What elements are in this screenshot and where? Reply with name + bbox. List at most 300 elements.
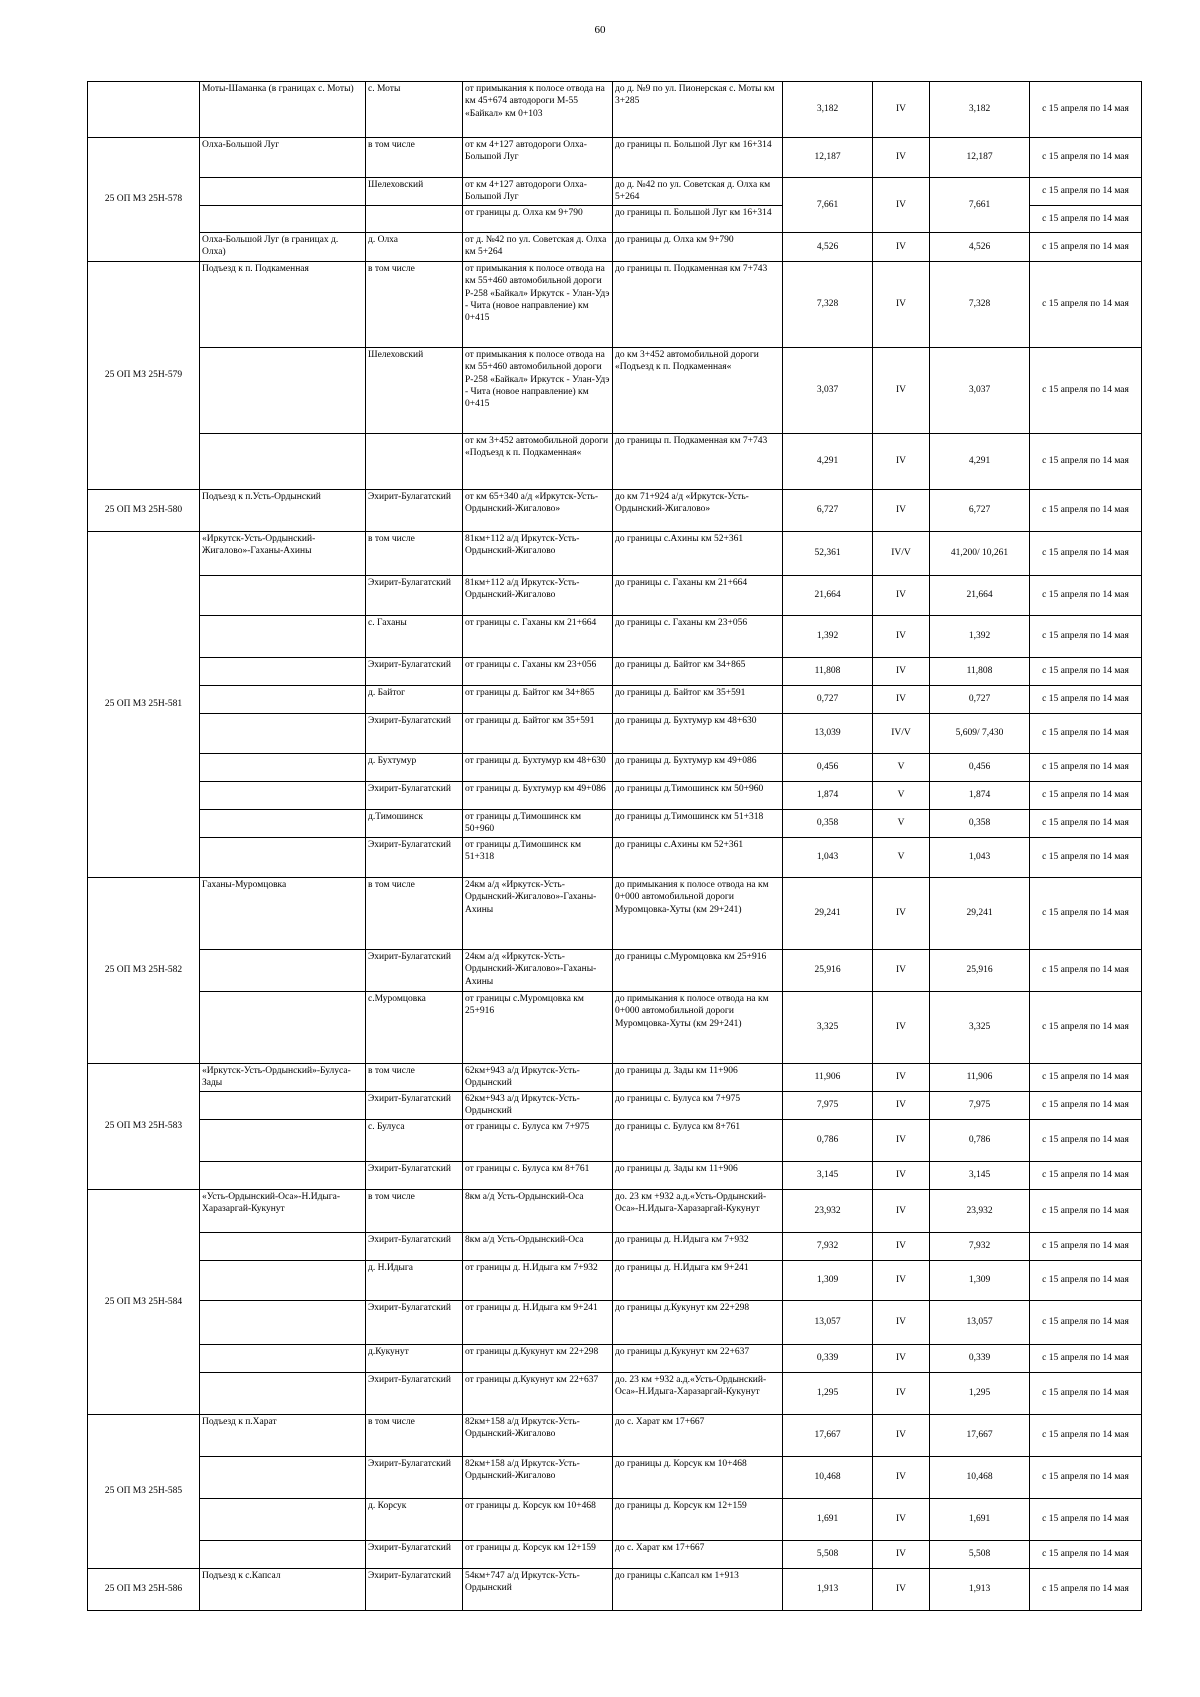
area-cell: в том числе bbox=[366, 138, 463, 178]
from-cell: 24км а/д «Иркутск-Усть-Ордынский-Жигалово»-Гаханы-Ахины bbox=[463, 950, 613, 992]
table-row bbox=[88, 714, 1142, 754]
to-cell: до примыкания к полосе отвода на км 0+000 автомобильной дороги Муромцовка-Хуты (км 29+241) bbox=[613, 992, 783, 1064]
length-cell: 4,526 bbox=[783, 233, 873, 262]
roads-table-body bbox=[88, 82, 1142, 1611]
category-cell: IV bbox=[873, 348, 930, 434]
to-cell: до примыкания к полосе отвода на км 0+000 автомобильной дороги Муромцовка-Хуты (км 29+241) bbox=[613, 878, 783, 950]
table-row bbox=[88, 838, 1142, 878]
table-row bbox=[88, 1261, 1142, 1301]
portion-cell: 10,468 bbox=[930, 1457, 1030, 1499]
from-cell: 54км+747 а/д Иркутск-Усть-Ордынский bbox=[463, 1569, 613, 1611]
length-cell: 1,691 bbox=[783, 1499, 873, 1541]
table-row bbox=[88, 262, 1142, 348]
road-code-cell bbox=[88, 82, 200, 138]
category-cell: IV bbox=[873, 1345, 930, 1373]
to-cell: до границы д. Байтог км 35+591 bbox=[613, 686, 783, 714]
season-cell: с 15 апреля по 14 мая bbox=[1030, 1457, 1142, 1499]
area-cell: Эхирит-Булагатский bbox=[366, 1569, 463, 1611]
road-code-cell: 25 ОП МЗ 25Н-579 bbox=[88, 262, 200, 490]
length-cell: 3,037 bbox=[783, 348, 873, 434]
season-cell: с 15 апреля по 14 мая bbox=[1030, 434, 1142, 490]
table-row bbox=[88, 1162, 1142, 1190]
from-cell: 81км+112 а/д Иркутск-Усть-Ордынский-Жигалово bbox=[463, 576, 613, 616]
from-cell: от границы с.Муромцовка км 25+916 bbox=[463, 992, 613, 1064]
season-cell: с 15 апреля по 14 мая bbox=[1030, 1162, 1142, 1190]
from-cell: от границы д. Корсук км 10+468 bbox=[463, 1499, 613, 1541]
portion-cell: 23,932 bbox=[930, 1190, 1030, 1233]
table-row bbox=[88, 1345, 1142, 1373]
road-name-cell bbox=[200, 950, 366, 992]
season-cell: с 15 апреля по 14 мая bbox=[1030, 782, 1142, 810]
to-cell: до границы с.Муромцовка км 25+916 bbox=[613, 950, 783, 992]
to-cell: до границы д. Корсук км 10+468 bbox=[613, 1457, 783, 1499]
length-cell: 1,295 bbox=[783, 1373, 873, 1415]
category-cell: V bbox=[873, 754, 930, 782]
table-row bbox=[88, 1233, 1142, 1261]
category-cell: V bbox=[873, 810, 930, 838]
area-cell bbox=[366, 434, 463, 490]
category-cell: IV bbox=[873, 1190, 930, 1233]
portion-cell: 5,609/ 7,430 bbox=[930, 714, 1030, 754]
portion-cell: 12,187 bbox=[930, 138, 1030, 178]
season-cell: с 15 апреля по 14 мая bbox=[1030, 576, 1142, 616]
portion-cell: 1,309 bbox=[930, 1261, 1030, 1301]
table-row bbox=[88, 658, 1142, 686]
table-row bbox=[88, 1457, 1142, 1499]
length-cell: 11,906 bbox=[783, 1064, 873, 1092]
portion-cell: 6,727 bbox=[930, 490, 1030, 532]
from-cell: от км 3+452 автомобильной дороги «Подъезд к п. Подкаменная« bbox=[463, 434, 613, 490]
area-cell: Шелеховский bbox=[366, 178, 463, 206]
area-cell: д. Олха bbox=[366, 233, 463, 262]
season-cell: с 15 апреля по 14 мая bbox=[1030, 1092, 1142, 1120]
table-row bbox=[88, 1569, 1142, 1611]
season-cell: с 15 апреля по 14 мая bbox=[1030, 1190, 1142, 1233]
season-cell: с 15 апреля по 14 мая bbox=[1030, 992, 1142, 1064]
road-name-cell bbox=[200, 782, 366, 810]
category-cell: IV bbox=[873, 1233, 930, 1261]
to-cell: до границы с. Гаханы км 21+664 bbox=[613, 576, 783, 616]
to-cell: до границы п. Подкаменная км 7+743 bbox=[613, 262, 783, 348]
category-cell: IV bbox=[873, 434, 930, 490]
area-cell: Шелеховский bbox=[366, 348, 463, 434]
road-name-cell: Гаханы-Муромцовка bbox=[200, 878, 366, 950]
portion-cell: 7,975 bbox=[930, 1092, 1030, 1120]
road-name-cell bbox=[200, 178, 366, 206]
length-cell: 23,932 bbox=[783, 1190, 873, 1233]
table-row bbox=[88, 1541, 1142, 1569]
table-row bbox=[88, 82, 1142, 138]
length-cell: 0,358 bbox=[783, 810, 873, 838]
from-cell: от границы с. Булуса км 7+975 bbox=[463, 1120, 613, 1162]
from-cell: от примыкания к полосе отвода на км 55+460 автомобильной дороги Р-258 «Байкал» Иркутск - Улан-Удэ - Чита (новое направление) км 0+415 bbox=[463, 348, 613, 434]
table-row bbox=[88, 950, 1142, 992]
length-cell: 1,874 bbox=[783, 782, 873, 810]
from-cell: от границы с. Булуса км 8+761 bbox=[463, 1162, 613, 1190]
to-cell: до границы д.Кукунут км 22+298 bbox=[613, 1301, 783, 1345]
category-cell: V bbox=[873, 782, 930, 810]
from-cell: 8км а/д Усть-Ордынский-Оса bbox=[463, 1233, 613, 1261]
portion-cell: 7,932 bbox=[930, 1233, 1030, 1261]
area-cell: в том числе bbox=[366, 1415, 463, 1457]
to-cell: до границы д. Олха км 9+790 bbox=[613, 233, 783, 262]
area-cell: с.Муромцовка bbox=[366, 992, 463, 1064]
from-cell: 8км а/д Усть-Ордынский-Оса bbox=[463, 1190, 613, 1233]
to-cell: до границы д. Бухтумур км 49+086 bbox=[613, 754, 783, 782]
table-row bbox=[88, 754, 1142, 782]
length-cell: 5,508 bbox=[783, 1541, 873, 1569]
from-cell: от границы с. Гаханы км 21+664 bbox=[463, 616, 613, 658]
to-cell: до км 3+452 автомобильной дороги «Подъезд к п. Подкаменная« bbox=[613, 348, 783, 434]
area-cell: Эхирит-Булагатский bbox=[366, 1457, 463, 1499]
length-cell: 52,361 bbox=[783, 532, 873, 576]
road-name-cell bbox=[200, 1541, 366, 1569]
length-cell: 0,786 bbox=[783, 1120, 873, 1162]
area-cell: в том числе bbox=[366, 1064, 463, 1092]
portion-cell: 0,339 bbox=[930, 1345, 1030, 1373]
portion-cell: 17,667 bbox=[930, 1415, 1030, 1457]
table-row bbox=[88, 686, 1142, 714]
category-cell: IV bbox=[873, 1301, 930, 1345]
category-cell: IV bbox=[873, 262, 930, 348]
area-cell: Эхирит-Булагатский bbox=[366, 838, 463, 878]
table-row bbox=[88, 138, 1142, 178]
from-cell: 62км+943 а/д Иркутск-Усть-Ордынский bbox=[463, 1092, 613, 1120]
from-cell: 24км а/д «Иркутск-Усть-Ордынский-Жигалово»-Гаханы-Ахины bbox=[463, 878, 613, 950]
table-row bbox=[88, 1064, 1142, 1092]
to-cell: до. 23 км +932 а.д.«Усть-Ордынский-Оса»-Н.Идыга-Харазаргай-Кукунут bbox=[613, 1373, 783, 1415]
table-row bbox=[88, 348, 1142, 434]
to-cell: до границы п. Подкаменная км 7+743 bbox=[613, 434, 783, 490]
category-cell: IV bbox=[873, 178, 930, 233]
road-code-cell: 25 ОП МЗ 25Н-582 bbox=[88, 878, 200, 1064]
portion-cell: 11,808 bbox=[930, 658, 1030, 686]
road-code-cell: 25 ОП МЗ 25Н-580 bbox=[88, 490, 200, 532]
from-cell: от границы д. Бухтумур км 49+086 bbox=[463, 782, 613, 810]
to-cell: до границы д. Зады км 11+906 bbox=[613, 1064, 783, 1092]
season-cell: с 15 апреля по 14 мая bbox=[1030, 1064, 1142, 1092]
portion-cell: 0,727 bbox=[930, 686, 1030, 714]
area-cell: д.Кукунут bbox=[366, 1345, 463, 1373]
to-cell: до границы д.Тимошинск км 51+318 bbox=[613, 810, 783, 838]
season-cell: с 15 апреля по 14 мая bbox=[1030, 262, 1142, 348]
road-name-cell bbox=[200, 1457, 366, 1499]
category-cell: IV/V bbox=[873, 714, 930, 754]
to-cell: до границы с.Ахины км 52+361 bbox=[613, 532, 783, 576]
page-number: 60 bbox=[594, 24, 606, 36]
portion-cell: 41,200/ 10,261 bbox=[930, 532, 1030, 576]
table-row bbox=[88, 1499, 1142, 1541]
road-name-cell bbox=[200, 810, 366, 838]
category-cell: IV bbox=[873, 1092, 930, 1120]
from-cell: от границы с. Гаханы км 23+056 bbox=[463, 658, 613, 686]
table-row bbox=[88, 1415, 1142, 1457]
road-name-cell: «Усть-Ордынский-Оса»-Н.Идыга-Харазаргай-Кукунут bbox=[200, 1190, 366, 1233]
from-cell: от д. №42 по ул. Советская д. Олха км 5+264 bbox=[463, 233, 613, 262]
season-cell: с 15 апреля по 14 мая bbox=[1030, 178, 1142, 206]
portion-cell: 1,392 bbox=[930, 616, 1030, 658]
category-cell: IV bbox=[873, 1064, 930, 1092]
to-cell: до границы д. Бухтумур км 48+630 bbox=[613, 714, 783, 754]
road-code-cell: 25 ОП МЗ 25Н-585 bbox=[88, 1415, 200, 1569]
length-cell: 4,291 bbox=[783, 434, 873, 490]
portion-cell: 1,874 bbox=[930, 782, 1030, 810]
from-cell: 82км+158 а/д Иркутск-Усть-Ордынский-Жигалово bbox=[463, 1457, 613, 1499]
length-cell: 7,661 bbox=[783, 178, 873, 233]
portion-cell: 4,291 bbox=[930, 434, 1030, 490]
portion-cell: 1,295 bbox=[930, 1373, 1030, 1415]
category-cell: IV bbox=[873, 1569, 930, 1611]
category-cell: IV bbox=[873, 686, 930, 714]
area-cell: Эхирит-Булагатский bbox=[366, 490, 463, 532]
road-name-cell bbox=[200, 838, 366, 878]
road-name-cell bbox=[200, 434, 366, 490]
road-name-cell: Олха-Большой Луг (в границах д. Олха) bbox=[200, 233, 366, 262]
road-name-cell bbox=[200, 1233, 366, 1261]
season-cell: с 15 апреля по 14 мая bbox=[1030, 1233, 1142, 1261]
table-row bbox=[88, 233, 1142, 262]
category-cell: IV bbox=[873, 658, 930, 686]
length-cell: 29,241 bbox=[783, 878, 873, 950]
road-name-cell: «Иркутск-Усть-Ордынский-Жигалово»-Гаханы-Ахины bbox=[200, 532, 366, 576]
road-name-cell bbox=[200, 1373, 366, 1415]
road-code-cell: 25 ОП МЗ 25Н-578 bbox=[88, 138, 200, 262]
season-cell: с 15 апреля по 14 мая bbox=[1030, 82, 1142, 138]
table-row bbox=[88, 576, 1142, 616]
from-cell: от границы д. Олха км 9+790 bbox=[463, 206, 613, 233]
category-cell: IV/V bbox=[873, 532, 930, 576]
area-cell: с. Булуса bbox=[366, 1120, 463, 1162]
road-name-cell: Подъезд к п. Подкаменная bbox=[200, 262, 366, 348]
road-name-cell: Моты-Шаманка (в границах с. Моты) bbox=[200, 82, 366, 138]
from-cell: от границы д. Н.Идыга км 9+241 bbox=[463, 1301, 613, 1345]
to-cell: до границы с. Булуса км 7+975 bbox=[613, 1092, 783, 1120]
portion-cell: 5,508 bbox=[930, 1541, 1030, 1569]
road-name-cell bbox=[200, 1120, 366, 1162]
from-cell: от примыкания к полосе отвода на км 45+674 автодороги М-55 «Байкал» км 0+103 bbox=[463, 82, 613, 138]
area-cell: Эхирит-Булагатский bbox=[366, 1301, 463, 1345]
category-cell: IV bbox=[873, 878, 930, 950]
length-cell: 0,727 bbox=[783, 686, 873, 714]
portion-cell: 1,913 bbox=[930, 1569, 1030, 1611]
category-cell: IV bbox=[873, 1373, 930, 1415]
category-cell: IV bbox=[873, 1120, 930, 1162]
length-cell: 1,913 bbox=[783, 1569, 873, 1611]
area-cell: д. Бухтумур bbox=[366, 754, 463, 782]
road-code-cell: 25 ОП МЗ 25Н-581 bbox=[88, 532, 200, 878]
length-cell: 3,182 bbox=[783, 82, 873, 138]
portion-cell: 0,456 bbox=[930, 754, 1030, 782]
table-row bbox=[88, 434, 1142, 490]
to-cell: до. 23 км +932 а.д.«Усть-Ордынский-Оса»-Н.Идыга-Харазаргай-Кукунут bbox=[613, 1190, 783, 1233]
road-name-cell: Подъезд к п.Усть-Ордынский bbox=[200, 490, 366, 532]
from-cell: от границы д.Тимошинск км 51+318 bbox=[463, 838, 613, 878]
portion-cell: 3,182 bbox=[930, 82, 1030, 138]
area-cell: Эхирит-Булагатский bbox=[366, 950, 463, 992]
road-name-cell bbox=[200, 348, 366, 434]
area-cell: в том числе bbox=[366, 262, 463, 348]
season-cell: с 15 апреля по 14 мая bbox=[1030, 1261, 1142, 1301]
season-cell: с 15 апреля по 14 мая bbox=[1030, 1541, 1142, 1569]
from-cell: от км 65+340 а/д «Иркутск-Усть-Ордынский-Жигалово» bbox=[463, 490, 613, 532]
table-row bbox=[88, 1092, 1142, 1120]
area-cell: с. Гаханы bbox=[366, 616, 463, 658]
road-name-cell: Олха-Большой Луг bbox=[200, 138, 366, 178]
road-name-cell bbox=[200, 754, 366, 782]
area-cell bbox=[366, 206, 463, 233]
category-cell: IV bbox=[873, 82, 930, 138]
area-cell: д. Байтог bbox=[366, 686, 463, 714]
table-row bbox=[88, 616, 1142, 658]
season-cell: с 15 апреля по 14 мая bbox=[1030, 1301, 1142, 1345]
season-cell: с 15 апреля по 14 мая bbox=[1030, 490, 1142, 532]
from-cell: 82км+158 а/д Иркутск-Усть-Ордынский-Жигалово bbox=[463, 1415, 613, 1457]
road-name-cell bbox=[200, 206, 366, 233]
area-cell: Эхирит-Булагатский bbox=[366, 1373, 463, 1415]
from-cell: от границы д. Н.Идыга км 7+932 bbox=[463, 1261, 613, 1301]
length-cell: 6,727 bbox=[783, 490, 873, 532]
to-cell: до с. Харат км 17+667 bbox=[613, 1541, 783, 1569]
to-cell: до границы д. Корсук км 12+159 bbox=[613, 1499, 783, 1541]
portion-cell: 11,906 bbox=[930, 1064, 1030, 1092]
category-cell: IV bbox=[873, 992, 930, 1064]
portion-cell: 29,241 bbox=[930, 878, 1030, 950]
from-cell: от границы д. Бухтумур км 48+630 bbox=[463, 754, 613, 782]
table-row bbox=[88, 992, 1142, 1064]
category-cell: IV bbox=[873, 233, 930, 262]
to-cell: до границы д. Зады км 11+906 bbox=[613, 1162, 783, 1190]
from-cell: от границы д.Тимошинск км 50+960 bbox=[463, 810, 613, 838]
road-name-cell: Подъезд к п.Харат bbox=[200, 1415, 366, 1457]
from-cell: от примыкания к полосе отвода на км 55+460 автомобильной дороги Р-258 «Байкал» Иркутск - Улан-Удэ - Чита (новое направление) км 0+415 bbox=[463, 262, 613, 348]
season-cell: с 15 апреля по 14 мая bbox=[1030, 616, 1142, 658]
length-cell: 3,325 bbox=[783, 992, 873, 1064]
length-cell: 11,808 bbox=[783, 658, 873, 686]
portion-cell: 0,786 bbox=[930, 1120, 1030, 1162]
length-cell: 13,057 bbox=[783, 1301, 873, 1345]
season-cell: с 15 апреля по 14 мая bbox=[1030, 1499, 1142, 1541]
portion-cell: 13,057 bbox=[930, 1301, 1030, 1345]
length-cell: 0,339 bbox=[783, 1345, 873, 1373]
road-name-cell bbox=[200, 1162, 366, 1190]
road-name-cell bbox=[200, 658, 366, 686]
road-name-cell bbox=[200, 616, 366, 658]
table-row bbox=[88, 1301, 1142, 1345]
to-cell: до границы с. Гаханы км 23+056 bbox=[613, 616, 783, 658]
length-cell: 7,328 bbox=[783, 262, 873, 348]
road-name-cell bbox=[200, 1301, 366, 1345]
length-cell: 7,975 bbox=[783, 1092, 873, 1120]
road-name-cell bbox=[200, 992, 366, 1064]
table-row bbox=[88, 1190, 1142, 1233]
to-cell: до границы д.Кукунут км 22+637 bbox=[613, 1345, 783, 1373]
table-row bbox=[88, 878, 1142, 950]
from-cell: от границы д. Байтог км 35+591 bbox=[463, 714, 613, 754]
area-cell: в том числе bbox=[366, 1190, 463, 1233]
table-row bbox=[88, 490, 1142, 532]
length-cell: 1,043 bbox=[783, 838, 873, 878]
portion-cell: 25,916 bbox=[930, 950, 1030, 992]
to-cell: до с. Харат км 17+667 bbox=[613, 1415, 783, 1457]
road-name-cell bbox=[200, 1261, 366, 1301]
length-cell: 21,664 bbox=[783, 576, 873, 616]
road-name-cell bbox=[200, 576, 366, 616]
road-code-cell: 25 ОП МЗ 25Н-584 bbox=[88, 1190, 200, 1415]
area-cell: Эхирит-Булагатский bbox=[366, 782, 463, 810]
area-cell: Эхирит-Булагатский bbox=[366, 658, 463, 686]
from-cell: 62км+943 а/д Иркутск-Усть-Ордынский bbox=[463, 1064, 613, 1092]
area-cell: Эхирит-Булагатский bbox=[366, 1233, 463, 1261]
area-cell: д. Н.Идыга bbox=[366, 1261, 463, 1301]
season-cell: с 15 апреля по 14 мая bbox=[1030, 1569, 1142, 1611]
length-cell: 1,309 bbox=[783, 1261, 873, 1301]
length-cell: 0,456 bbox=[783, 754, 873, 782]
roads-table bbox=[87, 81, 1142, 1611]
season-cell: с 15 апреля по 14 мая bbox=[1030, 1373, 1142, 1415]
road-name-cell bbox=[200, 686, 366, 714]
to-cell: до границы д.Тимошинск км 50+960 bbox=[613, 782, 783, 810]
category-cell: V bbox=[873, 838, 930, 878]
category-cell: IV bbox=[873, 1499, 930, 1541]
portion-cell: 4,526 bbox=[930, 233, 1030, 262]
road-code-cell: 25 ОП МЗ 25Н-583 bbox=[88, 1064, 200, 1190]
from-cell: от границы д.Кукунут км 22+637 bbox=[463, 1373, 613, 1415]
season-cell: с 15 апреля по 14 мая bbox=[1030, 233, 1142, 262]
portion-cell: 1,043 bbox=[930, 838, 1030, 878]
from-cell: от км 4+127 автодороги Олха-Большой Луг bbox=[463, 178, 613, 206]
table-row bbox=[88, 810, 1142, 838]
table-row bbox=[88, 532, 1142, 576]
length-cell: 25,916 bbox=[783, 950, 873, 992]
season-cell: с 15 апреля по 14 мая bbox=[1030, 950, 1142, 992]
road-name-cell: «Иркутск-Усть-Ордынский»-Булуса-Зады bbox=[200, 1064, 366, 1092]
category-cell: IV bbox=[873, 576, 930, 616]
length-cell: 17,667 bbox=[783, 1415, 873, 1457]
road-name-cell bbox=[200, 1092, 366, 1120]
area-cell: д.Тимошинск bbox=[366, 810, 463, 838]
length-cell: 13,039 bbox=[783, 714, 873, 754]
to-cell: до границы с.Ахины км 52+361 bbox=[613, 838, 783, 878]
from-cell: от границы д. Байтог км 34+865 bbox=[463, 686, 613, 714]
length-cell: 3,145 bbox=[783, 1162, 873, 1190]
table-row bbox=[88, 178, 1142, 206]
area-cell: в том числе bbox=[366, 878, 463, 950]
table-row bbox=[88, 1120, 1142, 1162]
to-cell: до границы с.Капсал км 1+913 bbox=[613, 1569, 783, 1611]
to-cell: до км 71+924 а/д «Иркутск-Усть-Ордынский-Жигалово» bbox=[613, 490, 783, 532]
to-cell: до границы п. Большой Луг км 16+314 bbox=[613, 138, 783, 178]
table-row bbox=[88, 1373, 1142, 1415]
season-cell: с 15 апреля по 14 мая bbox=[1030, 206, 1142, 233]
length-cell: 10,468 bbox=[783, 1457, 873, 1499]
to-cell: до д. №42 по ул. Советская д. Олха км 5+264 bbox=[613, 178, 783, 206]
season-cell: с 15 апреля по 14 мая bbox=[1030, 754, 1142, 782]
portion-cell: 21,664 bbox=[930, 576, 1030, 616]
from-cell: 81км+112 а/д Иркутск-Усть-Ордынский-Жигалово bbox=[463, 532, 613, 576]
season-cell: с 15 апреля по 14 мая bbox=[1030, 686, 1142, 714]
season-cell: с 15 апреля по 14 мая bbox=[1030, 1415, 1142, 1457]
portion-cell: 7,328 bbox=[930, 262, 1030, 348]
season-cell: с 15 апреля по 14 мая bbox=[1030, 878, 1142, 950]
season-cell: с 15 апреля по 14 мая bbox=[1030, 714, 1142, 754]
season-cell: с 15 апреля по 14 мая bbox=[1030, 810, 1142, 838]
to-cell: до границы п. Большой Луг км 16+314 bbox=[613, 206, 783, 233]
season-cell: с 15 апреля по 14 мая bbox=[1030, 348, 1142, 434]
category-cell: IV bbox=[873, 490, 930, 532]
road-name-cell bbox=[200, 1345, 366, 1373]
category-cell: IV bbox=[873, 1541, 930, 1569]
category-cell: IV bbox=[873, 616, 930, 658]
